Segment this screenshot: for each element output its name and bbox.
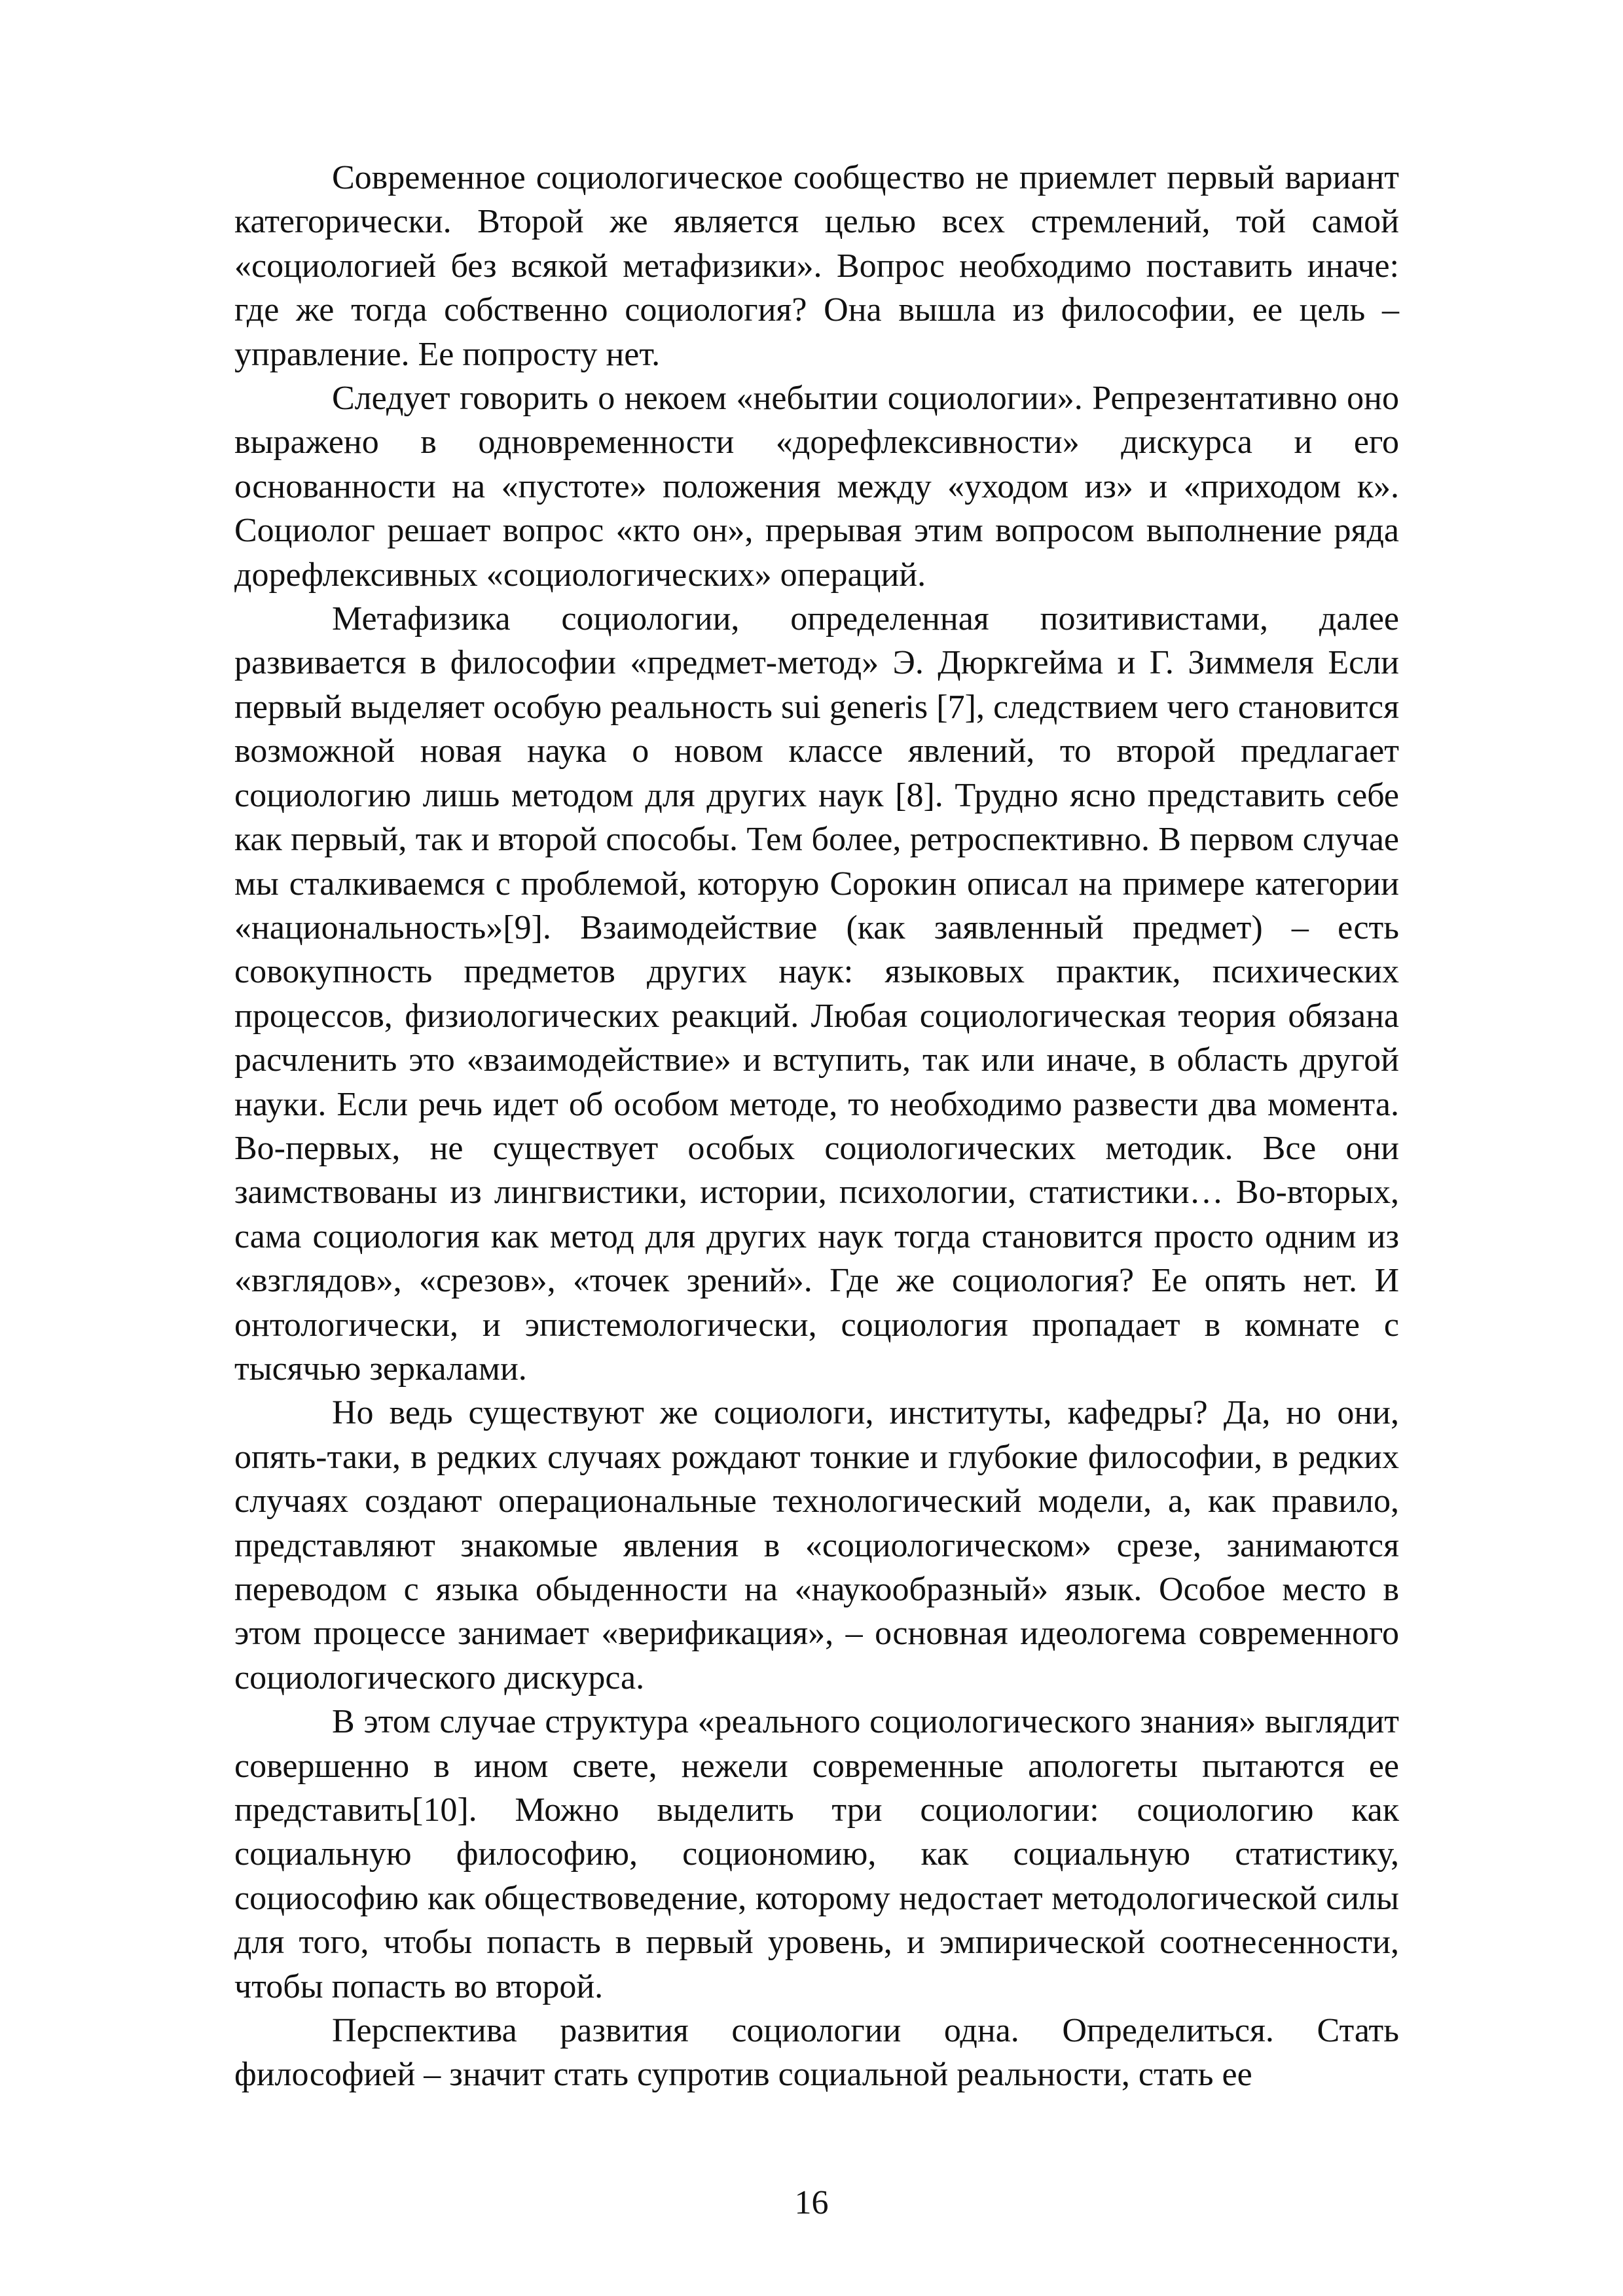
page-number: 16 [794, 2184, 829, 2221]
paragraph-3: Метафизика социологии, определенная позитивистами, далее развивается в философии «предмет-метод» Э. Дюркгейма и Г. Зиммеля Если первый выделяет особую реальность sui generis [7], следствием чего становится возможной новая наука о новом классе явлений, то второй предлагает социологию лишь методом для других наук [8]. Трудно ясно представить себе как первый, так и второй способы. Тем более, ретроспективно. В первом случае мы сталкиваемся с проблемой, которую Сорокин описал на примере категории «национальность»[9]. Взаимодействие (как заявленный предмет) – есть совокупность предметов других наук: языковых практик, психических процессов, физиологических реакций. Любая социологическая теория обязана расчленить это «взаимодействие» и вступить, так или иначе, в область другой науки. Если речь идет об особом методе, то необходимо развести два момента. Во-первых, не существует особых социологических методик. Все они заимствованы из лингвистики, истории, психологии, статистики… Во-вторых, сама социология как метод для других наук тогда становится просто одним из «взглядов», «срезов», «точек зрений». Где же социология? Ее опять нет. И онтологически, и эпистемологически, социология пропадает в комнате с тысячью зеркалами. [234, 600, 1399, 1388]
paragraph-1: Современное социологическое сообщество не приемлет первый вариант категорически. Второй же является целью всех стремлений, той самой «социологией без всякой метафизики». Вопрос необходимо поставить иначе: где же тогда собственно социология? Она вышла из философии, ее цель – управление. Ее попросту нет. [234, 159, 1399, 373]
paragraph-5: В этом случае структура «реального социологического знания» выглядит совершенно в ином свете, нежели современные апологеты пытаются ее представить[10]. Можно выделить три социологии: социологию как социальную философию, социономию, как социальную статистику, социософию как обществоведение, которому недостает методологической силы для того, чтобы попасть в первый уровень, и эмпирической соотнесенности, чтобы попасть во второй. [234, 1703, 1399, 2005]
body-text [234, 156, 1399, 2097]
paragraph-2: Следует говорить о некоем «небытии социологии». Репрезентативно оно выражено в одновременности «дорефлексивности» дискурса и его основанности на «пустоте» положения между «уходом из» и «приходом к». Социолог решает вопрос «кто он», прерывая этим вопросом выполнение ряда дорефлексивных «социологических» операций. [234, 380, 1399, 594]
paragraph-4: Но ведь существуют же социологи, институты, кафедры? Да, но они, опять-таки, в редких случаях рождают тонкие и глубокие философии, в редких случаях создают операциональные технологический модели, а, как правило, представляют знакомые явления в «социологическом» срезе, занимаются переводом с языка обыденности на «наукообразный» язык. Особое место в этом процессе занимает «верификация», – основная идеологема современного социологического дискурса. [234, 1394, 1399, 1696]
paragraph-6: Перспектива развития социологии одна. Определиться. Стать философией – значит стать супротив социальной реальности, стать ее [234, 2012, 1399, 2094]
